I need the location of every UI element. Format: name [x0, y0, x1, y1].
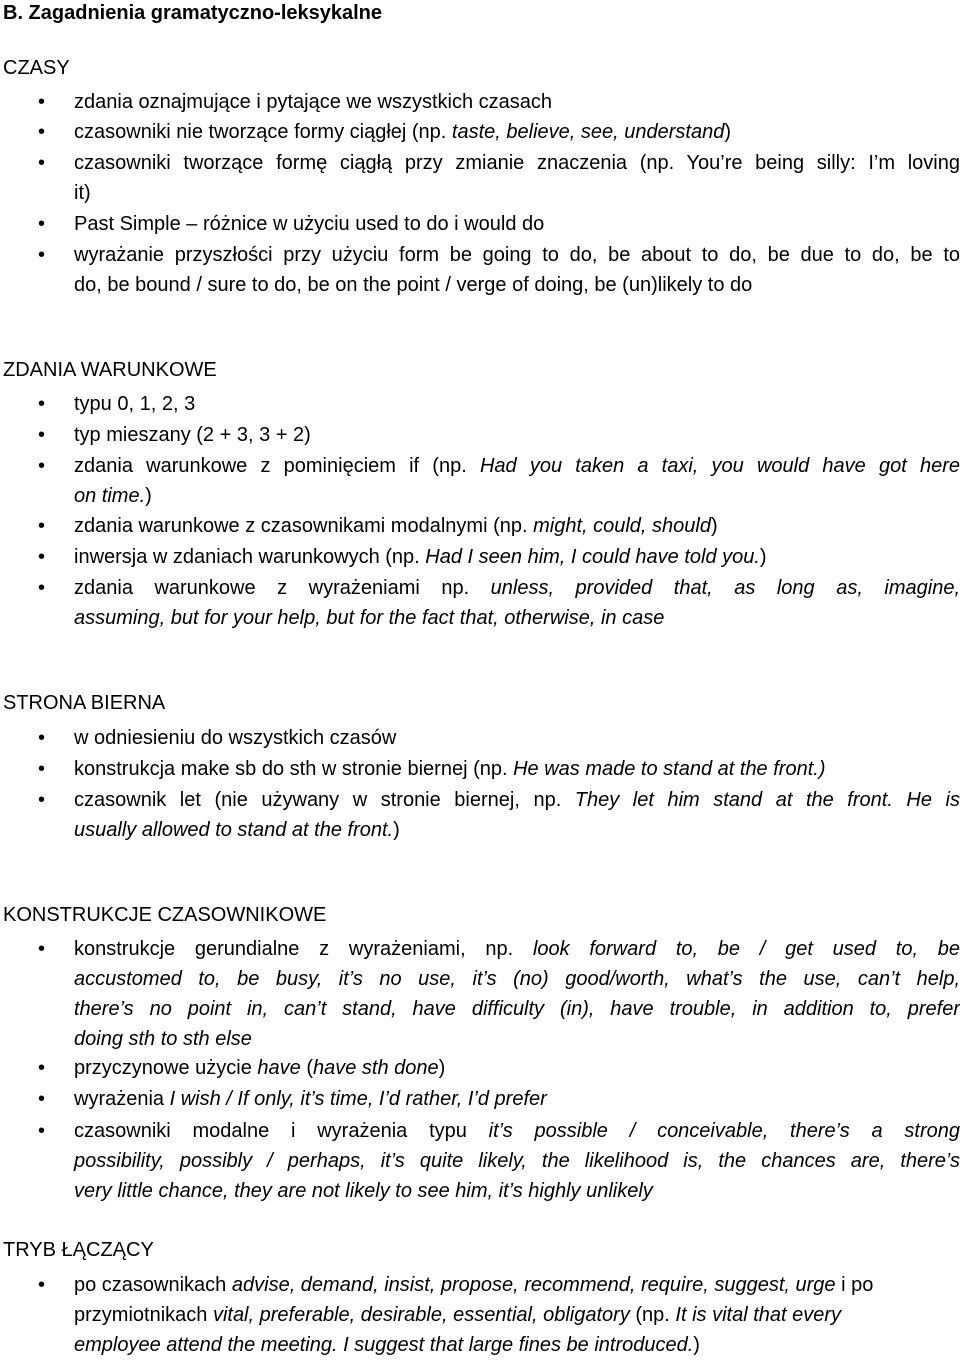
italic-text: Had I seen him, I could have told you. [425, 546, 760, 568]
italic-text: Had you taken a taxi, you would have got here [479, 455, 960, 477]
list-item-line [74, 1146, 960, 1176]
text-span: typu 0, 1, 2, 3 [74, 393, 196, 415]
text-span: konstrukcje gerundialne z wyrażeniami, np. [74, 938, 533, 960]
section-heading-strona-bierna: STRONA BIERNA [3, 692, 166, 714]
bullet-icon: • [38, 1088, 46, 1110]
bullet-icon: • [38, 455, 46, 477]
list-item-line [74, 1053, 960, 1083]
list-item [38, 723, 960, 753]
text-span: przymiotnikach [74, 1304, 213, 1326]
text-span: ) [145, 485, 152, 507]
italic-text: doing sth to sth else [74, 1028, 252, 1050]
list-item-line [74, 87, 960, 117]
text-span: zdania warunkowe z czasownikami modalnymi (np. [74, 515, 534, 537]
list-item [38, 148, 960, 208]
text-span: ) [693, 1334, 700, 1356]
text-span: przyczynowe użycie [74, 1057, 258, 1079]
list-item-line [74, 1330, 960, 1360]
list-item [38, 1053, 960, 1083]
italic-text: assuming, but for your help, but for the fact that, otherwise, in case [74, 607, 665, 629]
bullet-icon: • [38, 1120, 46, 1142]
italic-text: He was made to stand at the front.) [513, 758, 826, 780]
text-span: czasownik let (nie używany w stronie biernej, np. [74, 789, 575, 811]
list-item [38, 1084, 960, 1114]
list-item-line [74, 1300, 960, 1330]
text-span: czasowniki nie tworzące formy ciągłej (np. [74, 121, 452, 143]
list-item-line [74, 511, 960, 541]
bullet-icon: • [38, 152, 46, 174]
list-item-line [74, 1176, 960, 1206]
bullet-icon: • [38, 789, 46, 811]
italic-text: usually allowed to stand at the front. [74, 819, 394, 841]
list-item-line [74, 815, 960, 845]
text-span: czasowniki tworzące formę ciągłą przy zmianie znaczenia (np. You’re being silly: I’m loving [74, 152, 960, 174]
list-item [38, 117, 960, 147]
bullet-icon: • [38, 244, 46, 266]
italic-text: I wish / If only, it’s time, I’d rather, I’d prefer [169, 1088, 547, 1110]
bullet-icon: • [38, 1274, 46, 1296]
list-item-line [74, 420, 960, 450]
list-item-line [74, 542, 960, 572]
bullet-icon: • [38, 546, 46, 568]
italic-text: it’s possible / conceivable, there’s a strong [488, 1120, 960, 1142]
list-item-line [74, 1270, 960, 1300]
list-item [38, 542, 960, 572]
text-span: typ mieszany (2 + 3, 3 + 2) [74, 424, 311, 446]
list-item [38, 240, 960, 300]
list-item-line [74, 1024, 960, 1054]
bullet-icon: • [38, 577, 46, 599]
list-item [38, 209, 960, 239]
list-item-line [74, 723, 960, 753]
list-item-line [74, 1116, 960, 1146]
list-item [38, 420, 960, 450]
list-item-line [74, 1084, 960, 1114]
text-span: ) [393, 819, 400, 841]
italic-text: possibility, possibly / perhaps, it’s quite likely, the likelihood is, the chances are, there’s [74, 1150, 960, 1172]
bullet-icon: • [38, 91, 46, 113]
list-item-line [74, 785, 960, 815]
document-title: B. Zagadnienia gramatyczno-leksykalne [3, 2, 383, 24]
bullet-icon: • [38, 213, 46, 235]
italic-text: They let him stand at the front. He is [574, 789, 960, 811]
list-item-line [74, 964, 960, 994]
italic-text: look forward to, be / get used to, be [532, 938, 960, 960]
list-item-line [74, 389, 960, 419]
list-item-line [74, 240, 960, 270]
italic-text: unless, provided that, as long as, imagine, [490, 577, 960, 599]
text-span: w odniesieniu do wszystkich czasów [74, 727, 397, 749]
list-item [38, 934, 960, 1054]
list-item-line [74, 209, 960, 239]
section-heading-zdania-warunkowe: ZDANIA WARUNKOWE [3, 359, 217, 381]
italic-text: have [257, 1057, 301, 1079]
text-span: ) [724, 121, 731, 143]
section-heading-tryb-laczacy: TRYB ŁĄCZĄCY [3, 1239, 154, 1261]
bullet-icon: • [38, 393, 46, 415]
italic-text: there’s no point in, can’t stand, have difficulty (in), have trouble, in addition to, prefer [74, 998, 960, 1020]
italic-text: very little chance, they are not likely to see him, it’s highly unlikely [74, 1180, 653, 1202]
list-item-line [74, 994, 960, 1024]
text-span: wyrażenia [74, 1088, 170, 1110]
italic-text: employee attend the meeting. I suggest that large fines be introduced. [74, 1334, 694, 1356]
list-item [38, 573, 960, 633]
list-item [38, 1270, 960, 1360]
text-span: ) [759, 546, 767, 568]
bullet-icon: • [38, 515, 46, 537]
text-span: zdania warunkowe z wyrażeniami np. [74, 577, 491, 599]
text-span: ) [438, 1057, 446, 1079]
text-span: wyrażanie przyszłości przy użyciu form be going to do, be about to do, be due to do, be to [74, 244, 960, 266]
text-span: zdania oznajmujące i pytające we wszystkich czasach [74, 91, 552, 113]
list-item [38, 511, 960, 541]
list-item-line [74, 603, 960, 633]
italic-text: taste, believe, see, understand [451, 121, 725, 143]
section-heading-czasy: CZASY [3, 57, 70, 79]
text-span: do, be bound / sure to do, be on the point / verge of doing, be (un)likely to do [74, 274, 753, 296]
text-span: ( [300, 1057, 313, 1079]
list-item-line [74, 178, 960, 208]
italic-text: advise, demand, insist, propose, recommend, require, suggest, urge [231, 1274, 836, 1296]
italic-text: have sth done [313, 1057, 439, 1079]
list-item [38, 451, 960, 511]
italic-text: accustomed to, be busy, it’s no use, it’s (no) good/worth, what’s the use, can’t help, [74, 968, 960, 990]
list-item-line [74, 270, 960, 300]
list-item [38, 1116, 960, 1206]
list-item-line [74, 934, 960, 964]
italic-text: might, could, should [533, 515, 711, 537]
text-span: zdania warunkowe z pominięciem if (np. [74, 455, 480, 477]
list-item-line [74, 754, 960, 784]
text-span: po czasownikach [74, 1274, 232, 1296]
section-heading-konstrukcje-czasownikowe: KONSTRUKCJE CZASOWNIKOWE [3, 904, 327, 926]
italic-text: vital, preferable, desirable, essential, obligatory [212, 1304, 630, 1326]
bullet-icon: • [38, 938, 46, 960]
text-span: (np. [629, 1304, 676, 1326]
bullet-icon: • [38, 727, 46, 749]
bullet-icon: • [38, 1057, 46, 1079]
text-span: i po [835, 1274, 874, 1296]
text-span: ) [710, 515, 718, 537]
list-item-line [74, 573, 960, 603]
text-span: Past Simple – różnice w użyciu used to do i would do [74, 213, 545, 235]
list-item [38, 754, 960, 784]
italic-text: It is vital that every [675, 1304, 842, 1326]
list-item-line [74, 451, 960, 481]
text-span: czasowniki modalne i wyrażenia typu [74, 1120, 489, 1142]
bullet-icon: • [38, 758, 46, 780]
list-item [38, 389, 960, 419]
text-span: konstrukcja make sb do sth w stronie biernej (np. [74, 758, 514, 780]
italic-text: on time. [74, 485, 146, 507]
text-span: it) [74, 182, 91, 204]
bullet-icon: • [38, 424, 46, 446]
list-item [38, 87, 960, 117]
bullet-icon: • [38, 121, 46, 143]
list-item-line [74, 148, 960, 178]
list-item-line [74, 481, 960, 511]
list-item-line [74, 117, 960, 147]
text-span: inwersja w zdaniach warunkowych (np. [74, 546, 426, 568]
list-item [38, 785, 960, 845]
